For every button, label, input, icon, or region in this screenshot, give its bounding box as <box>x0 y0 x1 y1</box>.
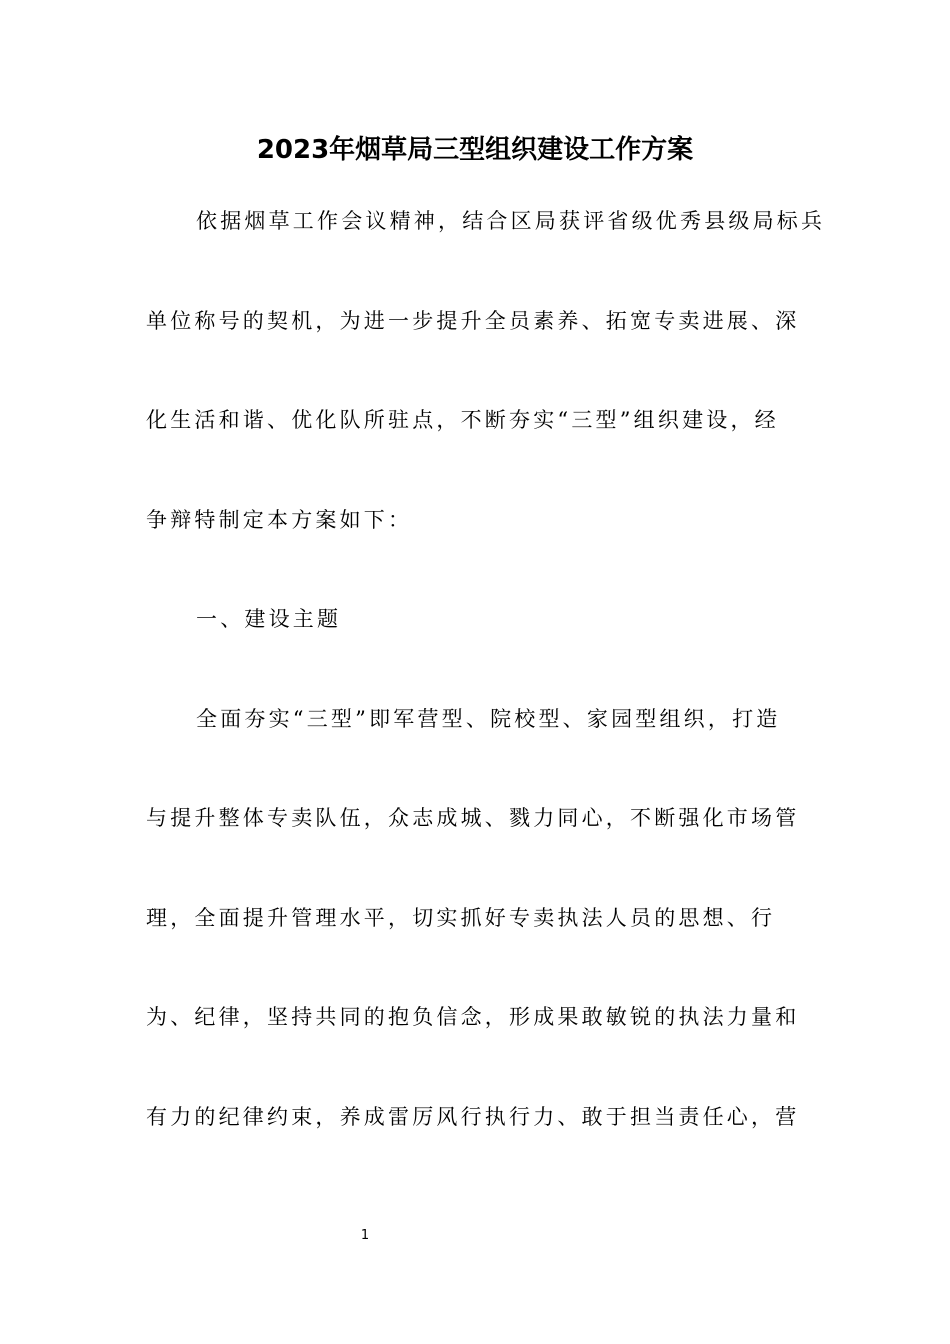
paragraph-line: 有力的纪律约束，养成雷厉风行执行力、敢于担当责任心，营 <box>146 1105 800 1129</box>
page-number: 1 <box>360 1228 370 1243</box>
paragraph-line: 依据烟草工作会议精神，结合区局获评省级优秀县级局标兵 <box>196 209 826 233</box>
paragraph-line: 全面夯实“三型”即军营型、院校型、家园型组织，打造 <box>196 707 781 731</box>
section-heading: 一、建设主题 <box>196 607 342 631</box>
paragraph-line: 为、纪律，坚持共同的抱负信念，形成果敢敏锐的执法力量和 <box>146 1005 800 1029</box>
paragraph-line: 与提升整体专卖队伍，众志成城、戮力同心，不断强化市场管 <box>146 806 800 830</box>
document-title: 2023年烟草局三型组织建设工作方案 <box>256 135 694 165</box>
paragraph-line: 争辩特制定本方案如下： <box>146 508 413 532</box>
paragraph-line: 化生活和谐、优化队所驻点，不断夯实“三型”组织建设，经 <box>146 408 779 432</box>
paragraph-line: 理，全面提升管理水平，切实抓好专卖执法人员的思想、行 <box>146 906 776 930</box>
paragraph-line: 单位称号的契机，为进一步提升全员素养、拓宽专卖进展、深 <box>146 309 800 333</box>
